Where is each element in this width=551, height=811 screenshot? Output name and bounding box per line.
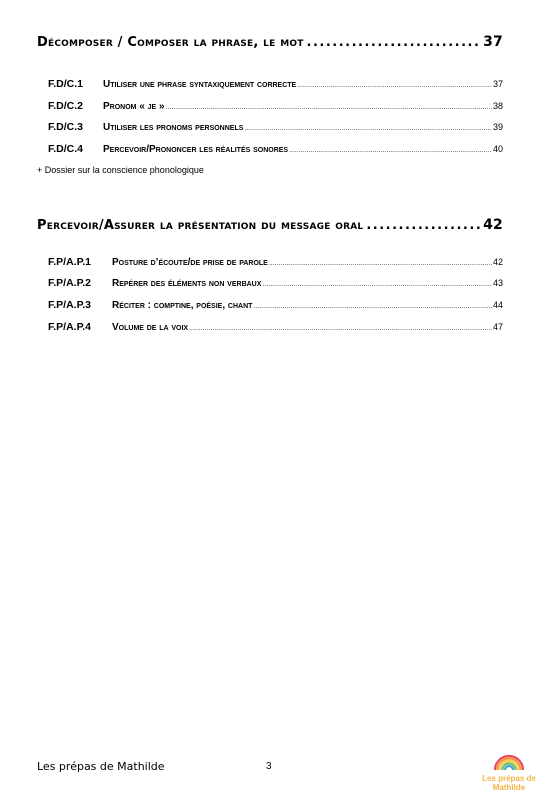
leader-dots [366, 218, 480, 233]
entry-code: F.P/A.P.2 [48, 277, 91, 289]
rainbow-icon [492, 748, 526, 772]
entry-label: Posture d’écoute/de prise de parole [112, 257, 268, 268]
entry-code: F.D/C.1 [48, 78, 84, 90]
leader-dots [289, 147, 492, 154]
section-title-decomposer[interactable] [37, 34, 503, 50]
logo-text-line: Les prépas de [482, 774, 536, 783]
footer-page-number: 3 [266, 761, 272, 772]
leader-dots [262, 281, 492, 288]
entry-page-number: 39 [492, 122, 503, 132]
logo-text-line: Mathilde [492, 783, 526, 792]
section-page-number: 42 [483, 217, 503, 233]
entry-page-number: 43 [492, 278, 503, 288]
toc-entry[interactable] [48, 277, 503, 289]
toc-entry[interactable] [48, 78, 503, 90]
toc-entry[interactable] [48, 121, 503, 133]
entry-code: F.D/C.2 [48, 100, 84, 112]
entry-label: Pronom « je » [103, 101, 165, 112]
brand-logo [478, 748, 540, 798]
section-title-label: Décomposer / Composer la phrase, le mot [37, 35, 304, 50]
entry-label: Utiliser une phrase syntaxiquement correcte [103, 79, 297, 90]
leader-dots [297, 82, 492, 89]
entry-code: F.D/C.3 [48, 121, 84, 133]
section-page-number: 37 [483, 34, 503, 50]
entry-page-number: 40 [492, 144, 503, 154]
entry-label: Percevoir/Prononcer les réalités sonores [103, 144, 289, 155]
footer-author: Les prépas de Mathilde [37, 760, 165, 773]
entry-label: Volume de la voix [112, 322, 189, 333]
entry-page-number: 42 [492, 257, 503, 267]
toc-entry[interactable] [48, 143, 503, 155]
entry-page-number: 38 [492, 101, 503, 111]
leader-dots [307, 35, 481, 50]
entry-label: Repérer des éléments non verbaux [112, 278, 262, 289]
toc-entry[interactable] [48, 321, 503, 333]
entry-page-number: 37 [492, 79, 503, 89]
leader-dots [166, 104, 492, 111]
entry-code: F.P/A.P.4 [48, 321, 91, 333]
leader-dots [244, 125, 492, 132]
toc-entry[interactable] [48, 100, 503, 112]
entry-code: F.D/C.4 [48, 143, 84, 155]
section-title-label: Percevoir/Assurer la présentation du message oral [37, 218, 364, 233]
logo-text [478, 774, 540, 792]
leader-dots [189, 325, 492, 332]
entry-label: Utiliser les pronoms personnels [103, 122, 244, 133]
leader-dots [269, 260, 492, 267]
toc-entry[interactable] [48, 299, 503, 311]
entry-page-number: 47 [492, 322, 503, 332]
entry-code: F.P/A.P.1 [48, 256, 91, 268]
entry-page-number: 44 [492, 300, 503, 310]
entry-code: F.P/A.P.3 [48, 299, 91, 311]
leader-dots [253, 303, 492, 310]
section-title-percevoir[interactable] [37, 217, 503, 233]
section-note: + Dossier sur la conscience phonologique [37, 165, 204, 175]
toc-entry[interactable] [48, 256, 503, 268]
entry-label: Réciter : comptine, poésie, chant [112, 300, 253, 311]
